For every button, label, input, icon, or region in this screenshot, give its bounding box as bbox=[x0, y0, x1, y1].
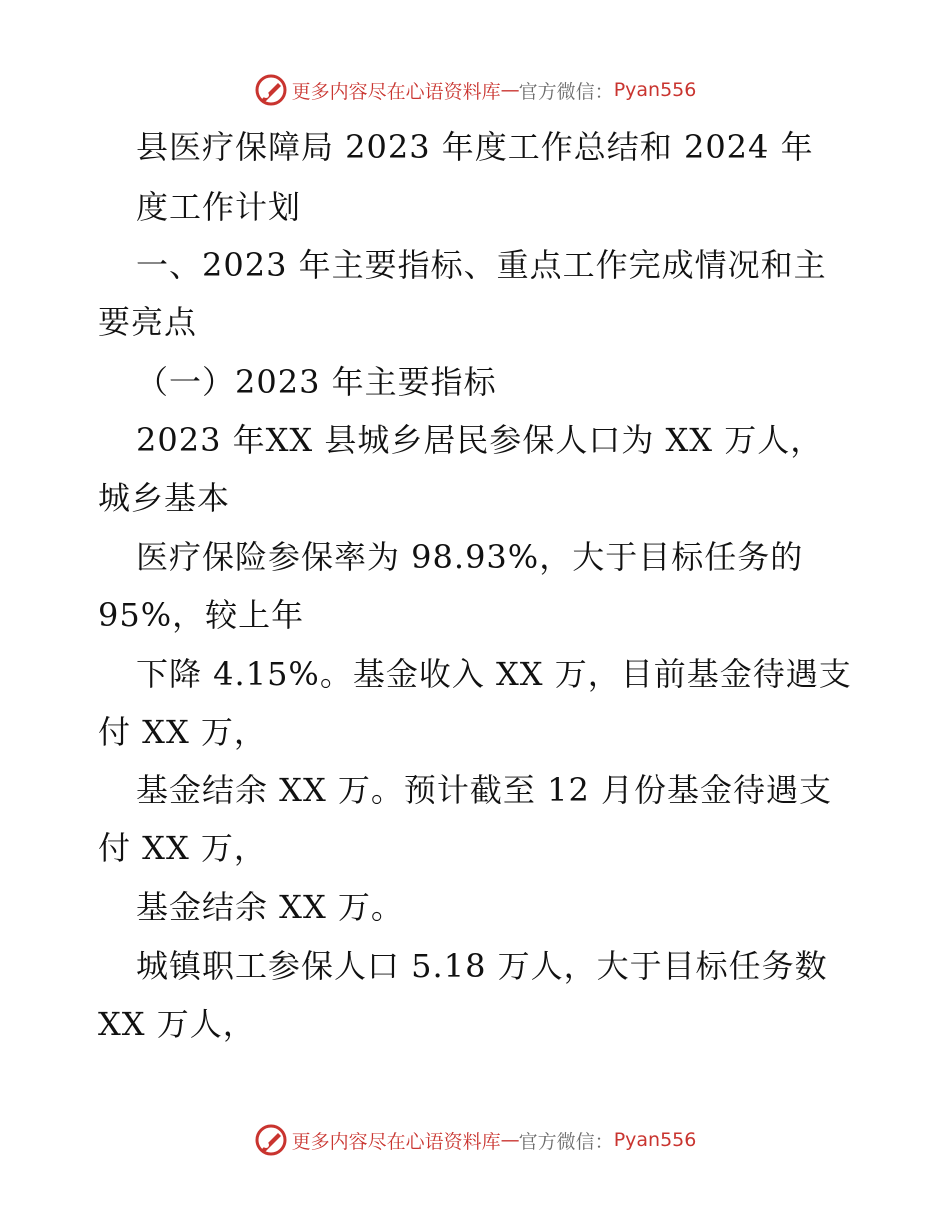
paragraph-line: 城镇职工参保人口 5.18 万人，大于目标任务数 bbox=[136, 947, 828, 985]
pen-seal-icon bbox=[254, 73, 288, 107]
section-heading-line-1: 一、2023 年主要指标、重点工作完成情况和主 bbox=[136, 246, 827, 284]
paragraph-line: 95%，较上年 bbox=[98, 596, 305, 634]
watermark-text: 更多内容尽在心语资料库 bbox=[291, 1130, 501, 1153]
paragraph-line: 医疗保险参保率为 98.93%，大于目标任务的 bbox=[136, 538, 804, 576]
watermark-dash: — bbox=[500, 1129, 519, 1151]
paragraph-line: 付 XX 万， bbox=[98, 829, 267, 867]
watermark-official-label: 官方微信： bbox=[518, 1130, 614, 1153]
watermark-text: 更多内容尽在心语资料库 bbox=[291, 80, 501, 103]
section-heading-line-2: 要亮点 bbox=[98, 303, 198, 341]
paragraph-line: 2023 年XX 县城乡居民参保人口为 XX 万人， bbox=[136, 421, 824, 459]
doc-title-line-1: 县医疗保障局 2023 年度工作总结和 2024 年 bbox=[136, 128, 814, 166]
watermark-wechat-id: Pyan556 bbox=[613, 1129, 697, 1151]
paragraph-line: XX 万人， bbox=[98, 1005, 256, 1043]
watermark-wechat-id: Pyan556 bbox=[613, 79, 697, 101]
header-watermark bbox=[0, 70, 950, 110]
watermark-official-label: 官方微信： bbox=[518, 80, 614, 103]
paragraph-line: 基金结余 XX 万。预计截至 12 月份基金待遇支 bbox=[136, 771, 832, 809]
doc-title-line-2: 度工作计划 bbox=[136, 188, 302, 226]
footer-watermark bbox=[0, 1120, 950, 1160]
subsection-heading: （一）2023 年主要指标 bbox=[136, 363, 497, 401]
watermark-dash: — bbox=[500, 79, 519, 101]
paragraph-line: 下降 4.15%。基金收入 XX 万，目前基金待遇支 bbox=[136, 655, 852, 693]
paragraph-line: 付 XX 万， bbox=[98, 713, 267, 751]
pen-seal-icon bbox=[254, 1123, 288, 1157]
paragraph-line: 基金结余 XX 万。 bbox=[136, 888, 404, 926]
paragraph-line: 城乡基本 bbox=[98, 479, 231, 517]
